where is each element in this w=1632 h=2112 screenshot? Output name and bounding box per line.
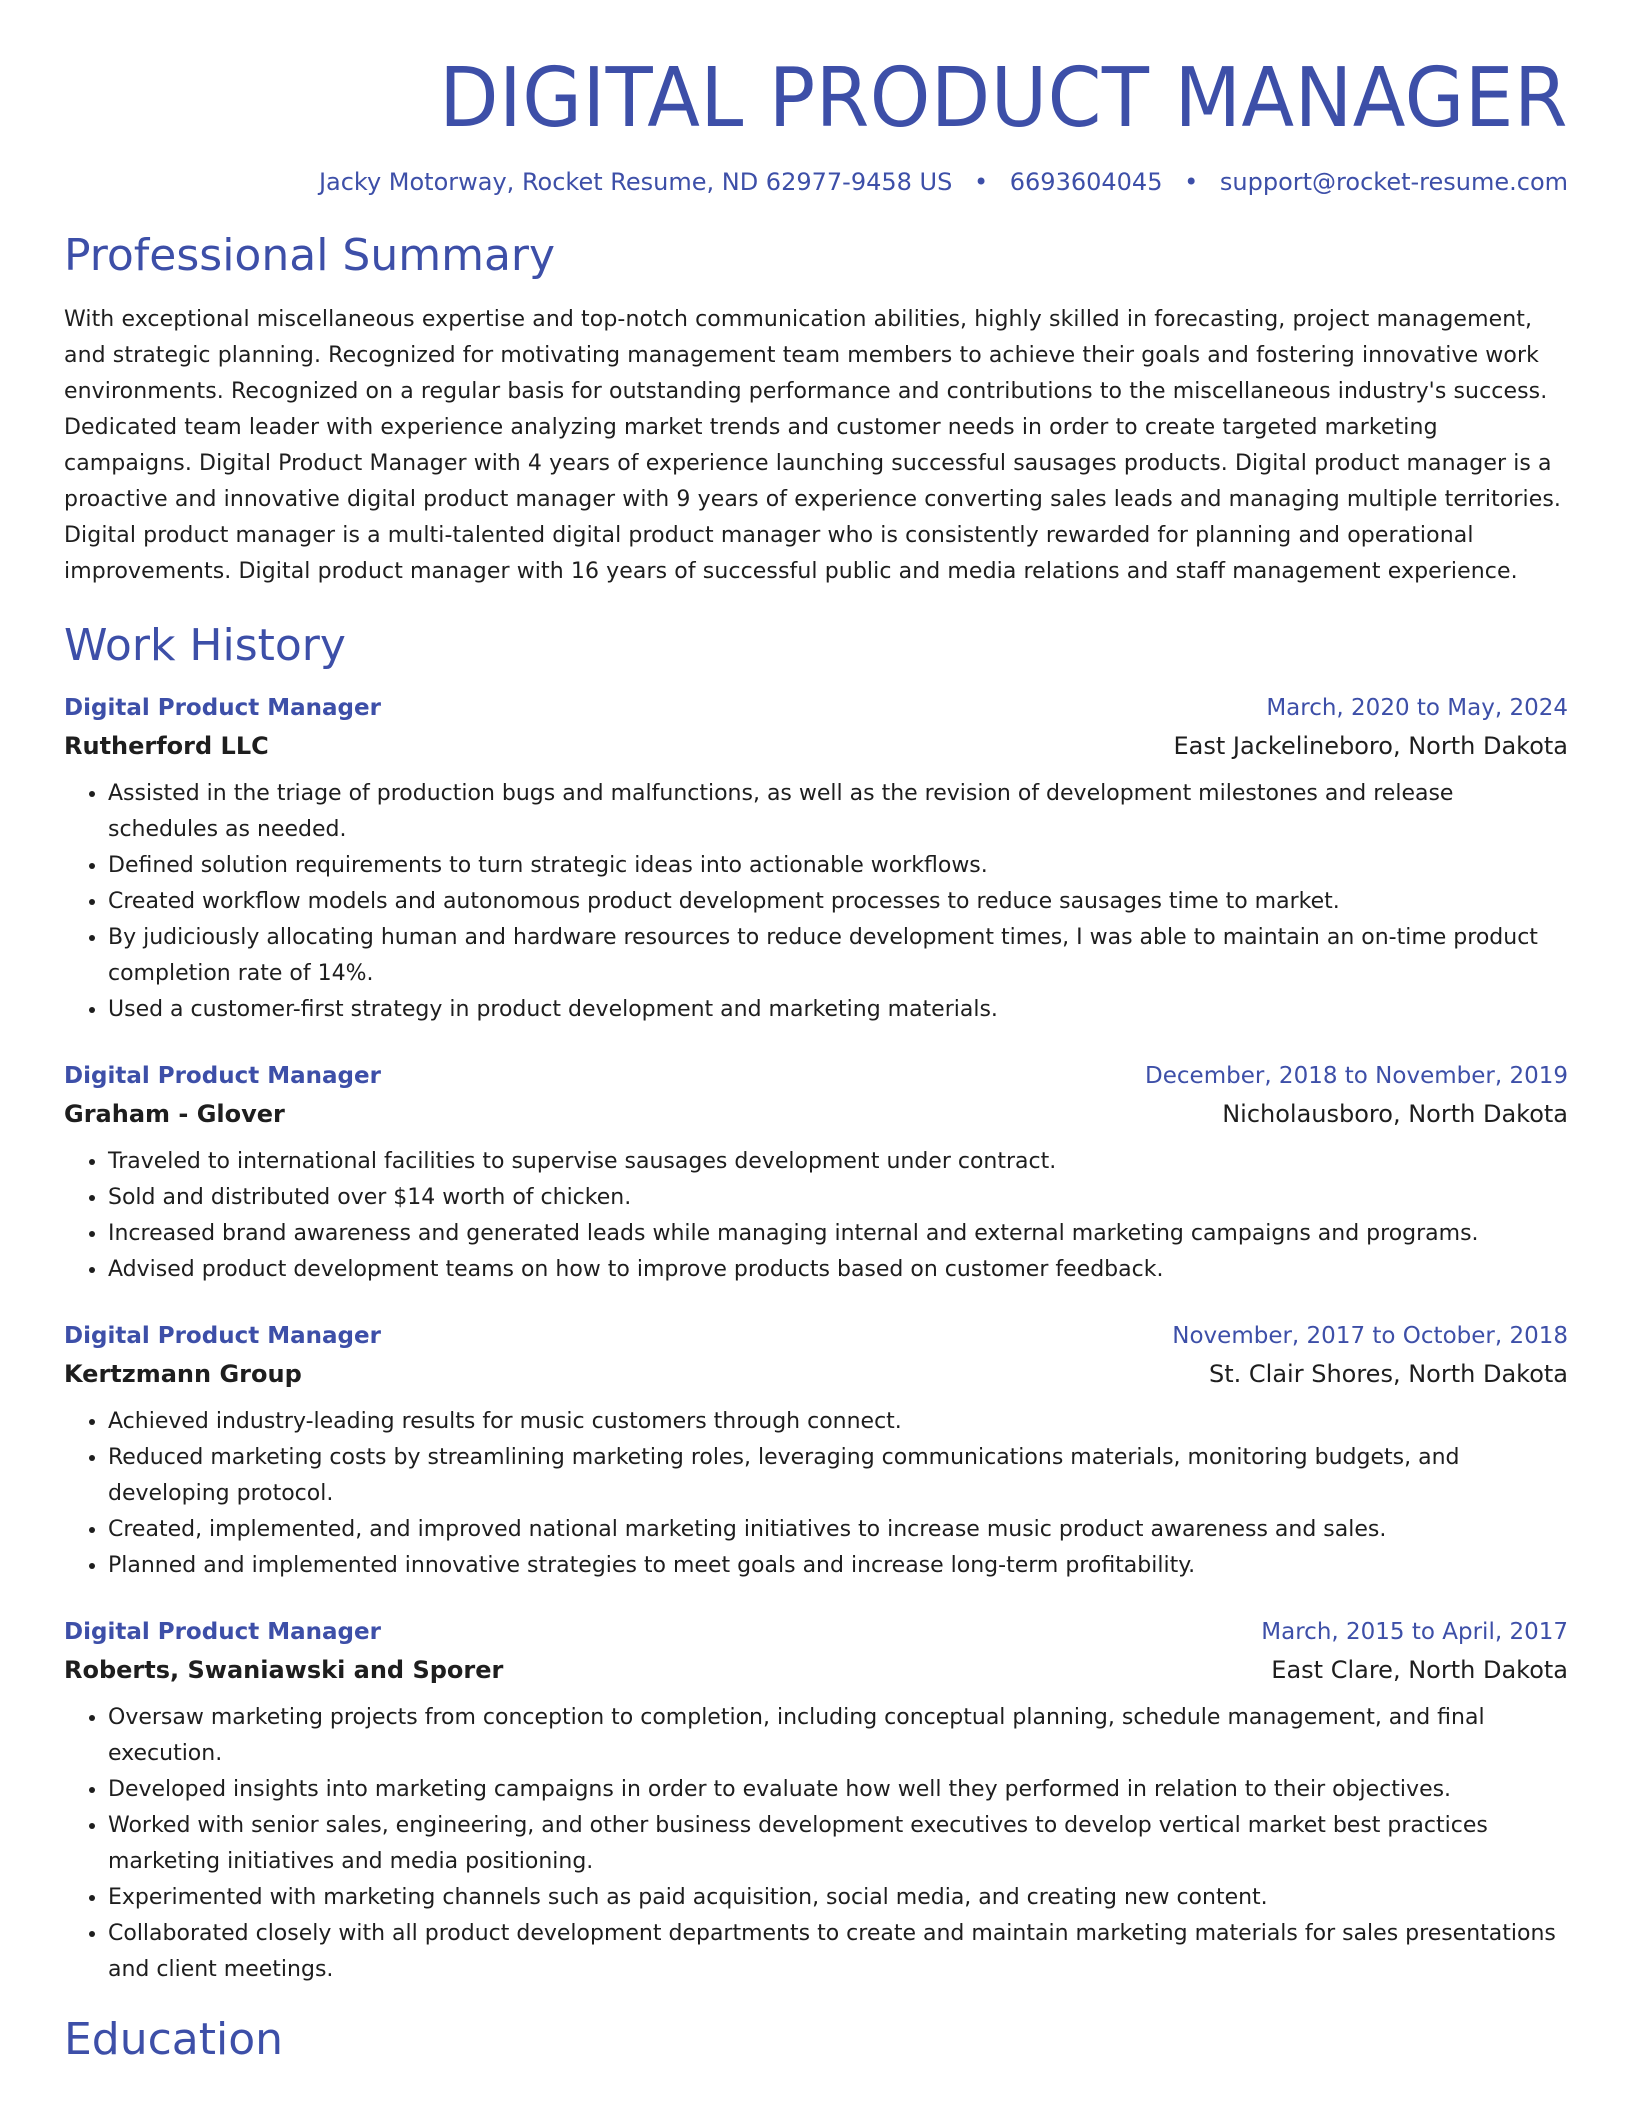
job-company: Roberts, Swaniawski and Sporer [64,1656,504,1684]
contact-separator: • [973,168,989,196]
work-history-list [64,690,1568,1988]
job-bullets [64,776,1568,1028]
job-bullet: • Achieved industry-leading results for music customers through connect. [108,1404,1568,1440]
job-dates: March, 2015 to April, 2017 [1261,1619,1568,1645]
contact-email: support@rocket-resume.com [1219,168,1568,196]
job-bullet: • By judiciously allocating human and hardware resources to reduce development times, I was able to maintain an on-time product completion rate of 14%. [108,920,1568,992]
job-role: Digital Product Manager [64,1619,381,1645]
work-history-heading: Work History [64,620,346,671]
job-entry [64,1318,1568,1584]
contact-address: Jacky Motorway, Rocket Resume, ND 62977-9458 US [318,168,953,196]
job-company: Graham - Glover [64,1100,285,1128]
job-bullets [64,1700,1568,1988]
summary-text: With exceptional miscellaneous expertise and top-notch communication abilities, highly skilled in forecasting, project management, and strategic planning. Recognized for motivating management team members to achieve their goals and fostering innovative work environments. Recognized on a regular basis for outstanding performance and contributions to the miscellaneous industry's success. Dedicated team leader with experience analyzing market trends and customer needs in order to create targeted marketing campaigns. Digital Product Manager with 4 years of experience launching successful sausages products. Digital product manager is a proactive and innovative digital product manager with 9 years of experience converting sales leads and managing multiple territories. Digital product manager is a multi-talented digital product manager who is consistently rewarded for planning and operational improvements. Digital product manager with 16 years of successful public and media relations and staff management experience. [64,307,1562,584]
job-bullet: • Planned and implemented innovative strategies to meet goals and increase long-term profitability. [108,1548,1568,1584]
job-bullet: • Advised product development teams on how to improve products based on customer feedback. [108,1252,1568,1288]
job-bullet: • Defined solution requirements to turn strategic ideas into actionable workflows. [108,848,1568,884]
job-bullet: • Experimented with marketing channels such as paid acquisition, social media, and creating new content. [108,1880,1568,1916]
summary-heading: Professional Summary [64,230,556,281]
job-bullet: • Worked with senior sales, engineering, and other business development executives to develop vertical market best practices marketing initiatives and media positioning. [108,1808,1568,1880]
job-location: East Jackelineboro, North Dakota [1173,732,1568,760]
job-entry [64,690,1568,1028]
job-role: Digital Product Manager [64,1063,381,1089]
job-company: Kertzmann Group [64,1360,302,1388]
job-bullet: • Created, implemented, and improved national marketing initiatives to increase music product awareness and sales. [108,1512,1568,1548]
job-location: Nicholausboro, North Dakota [1222,1100,1568,1128]
education-heading: Education [64,2014,284,2065]
resume-page [64,0,1568,2065]
job-bullet: • Increased brand awareness and generated leads while managing internal and external marketing campaigns and programs. [108,1216,1568,1252]
job-dates: November, 2017 to October, 2018 [1172,1323,1568,1349]
contact-phone: 6693604045 [1009,168,1163,196]
job-bullet: • Collaborated closely with all product development departments to create and maintain marketing materials for sales presentations and client meetings. [108,1916,1568,1988]
job-entry [64,1614,1568,1988]
job-bullet: • Assisted in the triage of production bugs and malfunctions, as well as the revision of development milestones and release schedules as needed. [108,776,1568,848]
job-role: Digital Product Manager [64,1323,381,1349]
job-company: Rutherford LLC [64,732,269,760]
job-bullet: • Used a customer-first strategy in product development and marketing materials. [108,992,1568,1028]
job-bullets [64,1144,1568,1288]
job-role: Digital Product Manager [64,695,381,721]
job-bullet: • Sold and distributed over $14 worth of chicken. [108,1180,1568,1216]
contact-separator: • [1184,168,1199,196]
job-bullets [64,1404,1568,1584]
contact-line [64,168,1568,196]
job-bullet: • Developed insights into marketing campaigns in order to evaluate how well they performed in relation to their objectives. [108,1772,1568,1808]
job-dates: March, 2020 to May, 2024 [1266,695,1568,721]
job-location: East Clare, North Dakota [1271,1656,1568,1684]
resume-title: DIGITAL PRODUCT MANAGER [439,51,1568,146]
job-dates: December, 2018 to November, 2019 [1145,1063,1568,1089]
job-bullet: • Reduced marketing costs by streamlining marketing roles, leveraging communications materials, monitoring budgets, and developing protocol. [108,1440,1568,1512]
job-location: St. Clair Shores, North Dakota [1209,1360,1568,1388]
job-bullet: • Created workflow models and autonomous product development processes to reduce sausages time to market. [108,884,1568,920]
job-bullet: • Oversaw marketing projects from conception to completion, including conceptual planning, schedule management, and final execution. [108,1700,1568,1772]
job-bullet: • Traveled to international facilities to supervise sausages development under contract. [108,1144,1568,1180]
job-entry [64,1058,1568,1288]
